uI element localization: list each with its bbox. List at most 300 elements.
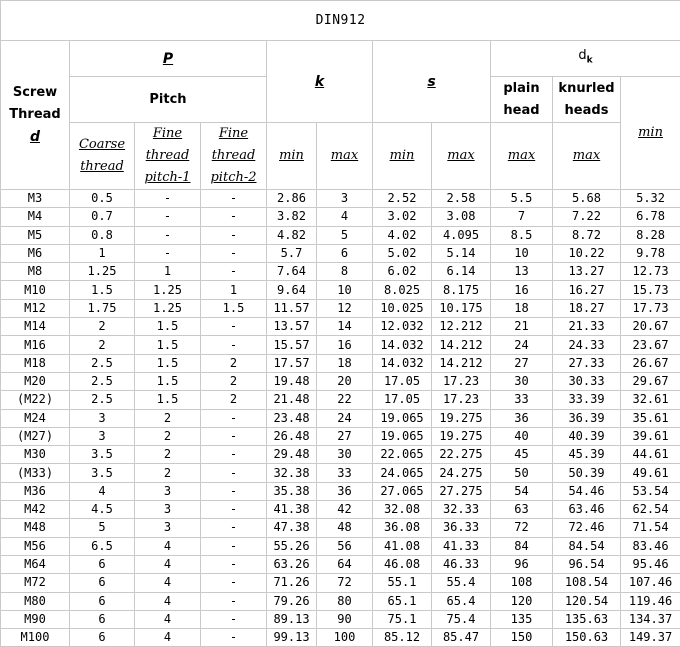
fine2-line3: pitch-2 — [210, 170, 256, 185]
cell-dk-knurled-max: 33.39 — [553, 391, 621, 409]
cell-dk-plain-max: 33 — [491, 391, 553, 409]
cell-dk-plain-max: 50 — [491, 464, 553, 482]
cell-dk-min: 6.78 — [621, 208, 680, 226]
cell-k-min: 21.48 — [267, 391, 317, 409]
cell-k-min: 99.13 — [267, 629, 317, 647]
knurled-heads-line1: knurled — [558, 81, 614, 96]
cell-s-min: 3.02 — [373, 208, 432, 226]
cell-coarse: 6.5 — [70, 537, 135, 555]
cell-thread: M3 — [1, 190, 70, 208]
cell-fine1: 1.5 — [135, 372, 201, 390]
cell-dk-knurled-max: 120.54 — [553, 592, 621, 610]
cell-fine1: - — [135, 244, 201, 262]
cell-fine2: - — [201, 610, 267, 628]
cell-dk-min: 71.54 — [621, 519, 680, 537]
table-row — [1, 244, 680, 262]
cell-k-min: 79.26 — [267, 592, 317, 610]
table-row — [1, 226, 680, 244]
table-row — [1, 208, 680, 226]
cell-dk-plain-max: 40 — [491, 427, 553, 445]
cell-dk-plain-max: 72 — [491, 519, 553, 537]
cell-dk-plain-max: 13 — [491, 263, 553, 281]
k-max-header: max — [317, 123, 373, 190]
cell-s-max: 85.47 — [432, 629, 491, 647]
cell-s-max: 24.275 — [432, 464, 491, 482]
cell-dk-plain-max: 18 — [491, 299, 553, 317]
cell-s-max: 5.14 — [432, 244, 491, 262]
cell-s-max: 46.33 — [432, 555, 491, 573]
dk-min-header: min — [621, 77, 680, 190]
plain-head-line1: plain — [503, 81, 539, 96]
cell-fine1: 1.25 — [135, 281, 201, 299]
table-row — [1, 372, 680, 390]
cell-k-min: 7.64 — [267, 263, 317, 281]
cell-k-min: 4.82 — [267, 226, 317, 244]
cell-thread: M64 — [1, 555, 70, 573]
cell-k-max: 6 — [317, 244, 373, 262]
fine1-line1: Fine — [153, 126, 182, 141]
cell-dk-plain-max: 45 — [491, 446, 553, 464]
cell-dk-min: 8.28 — [621, 226, 680, 244]
cell-dk-plain-max: 7 — [491, 208, 553, 226]
cell-dk-plain-max: 63 — [491, 501, 553, 519]
cell-fine2: 2 — [201, 391, 267, 409]
fine1-line2: thread — [146, 148, 190, 163]
fine-thread-pitch-2-header — [201, 123, 267, 190]
cell-s-min: 4.02 — [373, 226, 432, 244]
cell-coarse: 4 — [70, 482, 135, 500]
table-row — [1, 519, 680, 537]
cell-s-max: 65.4 — [432, 592, 491, 610]
cell-s-min: 41.08 — [373, 537, 432, 555]
cell-k-max: 48 — [317, 519, 373, 537]
cell-s-min: 55.1 — [373, 574, 432, 592]
cell-s-max: 6.14 — [432, 263, 491, 281]
table-row — [1, 336, 680, 354]
table-row — [1, 537, 680, 555]
cell-dk-min: 119.46 — [621, 592, 680, 610]
cell-k-min: 19.48 — [267, 372, 317, 390]
table-row — [1, 464, 680, 482]
cell-k-max: 4 — [317, 208, 373, 226]
cell-s-max: 27.275 — [432, 482, 491, 500]
cell-k-max: 16 — [317, 336, 373, 354]
cell-dk-min: 95.46 — [621, 555, 680, 573]
cell-fine2: - — [201, 574, 267, 592]
cell-fine2: 2 — [201, 354, 267, 372]
cell-fine2: - — [201, 464, 267, 482]
cell-fine1: - — [135, 208, 201, 226]
cell-s-min: 19.065 — [373, 409, 432, 427]
cell-s-min: 85.12 — [373, 629, 432, 647]
cell-fine2: 1.5 — [201, 299, 267, 317]
cell-thread: M30 — [1, 446, 70, 464]
cell-k-max: 30 — [317, 446, 373, 464]
cell-coarse: 2.5 — [70, 372, 135, 390]
cell-dk-min: 83.46 — [621, 537, 680, 555]
cell-k-max: 14 — [317, 318, 373, 336]
cell-k-max: 18 — [317, 354, 373, 372]
cell-s-max: 36.33 — [432, 519, 491, 537]
cell-coarse: 3.5 — [70, 464, 135, 482]
cell-s-min: 14.032 — [373, 354, 432, 372]
pitch-header: Pitch — [70, 77, 267, 123]
table-row — [1, 354, 680, 372]
cell-thread: M80 — [1, 592, 70, 610]
cell-s-max: 17.23 — [432, 391, 491, 409]
cell-dk-plain-max: 5.5 — [491, 190, 553, 208]
cell-s-min: 5.02 — [373, 244, 432, 262]
cell-k-min: 11.57 — [267, 299, 317, 317]
cell-thread: M8 — [1, 263, 70, 281]
cell-k-max: 12 — [317, 299, 373, 317]
cell-k-min: 23.48 — [267, 409, 317, 427]
cell-s-min: 2.52 — [373, 190, 432, 208]
screw-thread-symbol: d — [30, 129, 40, 145]
cell-s-min: 17.05 — [373, 372, 432, 390]
table-row — [1, 391, 680, 409]
s-min-header: min — [373, 123, 432, 190]
cell-dk-knurled-max: 63.46 — [553, 501, 621, 519]
cell-fine1: 2 — [135, 427, 201, 445]
cell-dk-knurled-max: 72.46 — [553, 519, 621, 537]
cell-s-max: 17.23 — [432, 372, 491, 390]
cell-k-min: 5.7 — [267, 244, 317, 262]
cell-fine2: - — [201, 446, 267, 464]
cell-dk-min: 5.32 — [621, 190, 680, 208]
fine-thread-pitch-1-header — [135, 123, 201, 190]
cell-coarse: 0.5 — [70, 190, 135, 208]
header-row-1 — [1, 41, 680, 77]
cell-s-min: 32.08 — [373, 501, 432, 519]
cell-s-max: 10.175 — [432, 299, 491, 317]
cell-fine2: - — [201, 409, 267, 427]
cell-dk-min: 29.67 — [621, 372, 680, 390]
cell-k-min: 41.38 — [267, 501, 317, 519]
cell-s-max: 4.095 — [432, 226, 491, 244]
cell-fine1: 1.25 — [135, 299, 201, 317]
cell-s-max: 19.275 — [432, 427, 491, 445]
cell-s-min: 36.08 — [373, 519, 432, 537]
table-row — [1, 190, 680, 208]
cell-dk-plain-max: 24 — [491, 336, 553, 354]
cell-thread: M20 — [1, 372, 70, 390]
cell-fine2: - — [201, 501, 267, 519]
cell-k-min: 29.48 — [267, 446, 317, 464]
cell-s-min: 6.02 — [373, 263, 432, 281]
cell-dk-knurled-max: 135.63 — [553, 610, 621, 628]
cell-fine1: 4 — [135, 537, 201, 555]
cell-k-min: 15.57 — [267, 336, 317, 354]
cell-dk-plain-max: 27 — [491, 354, 553, 372]
cell-k-min: 17.57 — [267, 354, 317, 372]
dk-subscript: k — [587, 56, 593, 66]
cell-fine2: - — [201, 537, 267, 555]
cell-coarse: 0.7 — [70, 208, 135, 226]
k-min-header: min — [267, 123, 317, 190]
cell-dk-knurled-max: 13.27 — [553, 263, 621, 281]
cell-dk-plain-max: 150 — [491, 629, 553, 647]
cell-k-min: 26.48 — [267, 427, 317, 445]
cell-dk-knurled-max: 5.68 — [553, 190, 621, 208]
cell-dk-knurled-max: 8.72 — [553, 226, 621, 244]
cell-s-max: 2.58 — [432, 190, 491, 208]
cell-thread: M36 — [1, 482, 70, 500]
cell-coarse: 3 — [70, 409, 135, 427]
cell-coarse: 5 — [70, 519, 135, 537]
knurled-heads-line2: heads — [565, 103, 609, 118]
cell-dk-knurled-max: 21.33 — [553, 318, 621, 336]
cell-s-min: 8.025 — [373, 281, 432, 299]
cell-s-min: 65.1 — [373, 592, 432, 610]
cell-s-max: 8.175 — [432, 281, 491, 299]
cell-thread: M14 — [1, 318, 70, 336]
cell-fine2: - — [201, 592, 267, 610]
cell-s-min: 27.065 — [373, 482, 432, 500]
cell-fine2: - — [201, 190, 267, 208]
cell-thread: M10 — [1, 281, 70, 299]
cell-s-max: 14.212 — [432, 354, 491, 372]
cell-k-min: 3.82 — [267, 208, 317, 226]
cell-fine1: - — [135, 226, 201, 244]
cell-dk-min: 49.61 — [621, 464, 680, 482]
cell-thread: M24 — [1, 409, 70, 427]
cell-fine2: - — [201, 208, 267, 226]
cell-coarse: 1.75 — [70, 299, 135, 317]
cell-s-min: 14.032 — [373, 336, 432, 354]
cell-fine2: - — [201, 263, 267, 281]
cell-dk-min: 53.54 — [621, 482, 680, 500]
table-row — [1, 409, 680, 427]
cell-dk-knurled-max: 150.63 — [553, 629, 621, 647]
table-row — [1, 610, 680, 628]
table-row — [1, 629, 680, 647]
cell-dk-plain-max: 120 — [491, 592, 553, 610]
dk-knurled-max-header: max — [553, 123, 621, 190]
cell-dk-min: 17.73 — [621, 299, 680, 317]
cell-fine2: - — [201, 555, 267, 573]
table-row — [1, 427, 680, 445]
knurled-heads-header — [553, 77, 621, 123]
cell-dk-knurled-max: 54.46 — [553, 482, 621, 500]
cell-k-min: 55.26 — [267, 537, 317, 555]
cell-dk-knurled-max: 84.54 — [553, 537, 621, 555]
cell-k-min: 47.38 — [267, 519, 317, 537]
cell-dk-knurled-max: 108.54 — [553, 574, 621, 592]
table-row — [1, 592, 680, 610]
fine2-line2: thread — [212, 148, 256, 163]
cell-k-max: 64 — [317, 555, 373, 573]
cell-k-min: 63.26 — [267, 555, 317, 573]
cell-coarse: 1.5 — [70, 281, 135, 299]
cell-coarse: 3.5 — [70, 446, 135, 464]
cell-coarse: 2.5 — [70, 354, 135, 372]
cell-fine1: 4 — [135, 610, 201, 628]
s-max-header: max — [432, 123, 491, 190]
cell-k-max: 5 — [317, 226, 373, 244]
coarse-line2: thread — [80, 159, 124, 174]
cell-thread: M5 — [1, 226, 70, 244]
cell-coarse: 6 — [70, 610, 135, 628]
cell-coarse: 4.5 — [70, 501, 135, 519]
cell-s-min: 17.05 — [373, 391, 432, 409]
cell-coarse: 1.25 — [70, 263, 135, 281]
cell-coarse: 6 — [70, 629, 135, 647]
cell-coarse: 6 — [70, 574, 135, 592]
fine1-line3: pitch-1 — [144, 170, 190, 185]
table-row — [1, 263, 680, 281]
cell-k-max: 80 — [317, 592, 373, 610]
s-symbol-header: s — [373, 41, 491, 123]
cell-thread: (M27) — [1, 427, 70, 445]
cell-k-min: 89.13 — [267, 610, 317, 628]
cell-fine2: - — [201, 482, 267, 500]
screw-thread-line1: Screw — [13, 85, 57, 100]
cell-fine2: - — [201, 629, 267, 647]
cell-fine2: 2 — [201, 372, 267, 390]
cell-k-min: 71.26 — [267, 574, 317, 592]
plain-head-header — [491, 77, 553, 123]
screw-thread-header — [1, 41, 70, 190]
table-row — [1, 501, 680, 519]
k-symbol-header: k — [267, 41, 373, 123]
table-title: DIN912 — [1, 1, 680, 41]
cell-dk-knurled-max: 30.33 — [553, 372, 621, 390]
cell-fine1: 4 — [135, 592, 201, 610]
cell-k-max: 100 — [317, 629, 373, 647]
cell-dk-min: 107.46 — [621, 574, 680, 592]
cell-k-max: 20 — [317, 372, 373, 390]
table-row — [1, 482, 680, 500]
cell-dk-knurled-max: 18.27 — [553, 299, 621, 317]
cell-fine2: - — [201, 519, 267, 537]
cell-fine1: 1 — [135, 263, 201, 281]
cell-fine2: - — [201, 427, 267, 445]
cell-coarse: 2.5 — [70, 391, 135, 409]
cell-fine1: 2 — [135, 409, 201, 427]
cell-dk-knurled-max: 16.27 — [553, 281, 621, 299]
cell-s-max: 55.4 — [432, 574, 491, 592]
cell-fine1: 2 — [135, 446, 201, 464]
cell-dk-knurled-max: 7.22 — [553, 208, 621, 226]
cell-thread: M90 — [1, 610, 70, 628]
table-row — [1, 555, 680, 573]
table-row — [1, 574, 680, 592]
cell-fine2: - — [201, 318, 267, 336]
p-symbol-header: P — [70, 41, 267, 77]
cell-dk-plain-max: 84 — [491, 537, 553, 555]
cell-thread: M56 — [1, 537, 70, 555]
cell-coarse: 1 — [70, 244, 135, 262]
cell-dk-knurled-max: 45.39 — [553, 446, 621, 464]
cell-k-max: 90 — [317, 610, 373, 628]
cell-dk-min: 15.73 — [621, 281, 680, 299]
table-row — [1, 446, 680, 464]
coarse-thread-header — [70, 123, 135, 190]
dk-plain-max-header: max — [491, 123, 553, 190]
cell-k-max: 8 — [317, 263, 373, 281]
cell-k-min: 35.38 — [267, 482, 317, 500]
cell-fine2: - — [201, 336, 267, 354]
coarse-line1: Coarse — [79, 137, 125, 152]
fine2-line1: Fine — [219, 126, 248, 141]
cell-s-max: 41.33 — [432, 537, 491, 555]
cell-thread: M100 — [1, 629, 70, 647]
cell-dk-knurled-max: 24.33 — [553, 336, 621, 354]
cell-fine1: 4 — [135, 629, 201, 647]
cell-s-max: 22.275 — [432, 446, 491, 464]
table-row — [1, 281, 680, 299]
cell-fine1: - — [135, 190, 201, 208]
cell-k-max: 10 — [317, 281, 373, 299]
cell-dk-plain-max: 36 — [491, 409, 553, 427]
cell-coarse: 0.8 — [70, 226, 135, 244]
cell-dk-min: 20.67 — [621, 318, 680, 336]
cell-k-max: 27 — [317, 427, 373, 445]
cell-k-max: 56 — [317, 537, 373, 555]
cell-s-max: 12.212 — [432, 318, 491, 336]
cell-s-min: 12.032 — [373, 318, 432, 336]
cell-thread: M4 — [1, 208, 70, 226]
cell-fine2: - — [201, 226, 267, 244]
cell-s-min: 22.065 — [373, 446, 432, 464]
cell-dk-knurled-max: 36.39 — [553, 409, 621, 427]
cell-dk-plain-max: 135 — [491, 610, 553, 628]
cell-dk-plain-max: 54 — [491, 482, 553, 500]
cell-fine2: 1 — [201, 281, 267, 299]
dk-symbol-header — [491, 41, 680, 77]
cell-k-min: 9.64 — [267, 281, 317, 299]
cell-dk-plain-max: 30 — [491, 372, 553, 390]
cell-k-min: 13.57 — [267, 318, 317, 336]
cell-dk-plain-max: 96 — [491, 555, 553, 573]
cell-k-max: 33 — [317, 464, 373, 482]
cell-dk-min: 44.61 — [621, 446, 680, 464]
cell-s-max: 3.08 — [432, 208, 491, 226]
cell-thread: M72 — [1, 574, 70, 592]
cell-k-max: 22 — [317, 391, 373, 409]
cell-dk-min: 35.61 — [621, 409, 680, 427]
cell-dk-plain-max: 8.5 — [491, 226, 553, 244]
cell-k-max: 3 — [317, 190, 373, 208]
cell-dk-knurled-max: 27.33 — [553, 354, 621, 372]
cell-coarse: 6 — [70, 592, 135, 610]
cell-dk-min: 12.73 — [621, 263, 680, 281]
cell-fine1: 1.5 — [135, 318, 201, 336]
plain-head-line2: head — [503, 103, 539, 118]
cell-k-min: 32.38 — [267, 464, 317, 482]
table-row — [1, 299, 680, 317]
cell-s-min: 75.1 — [373, 610, 432, 628]
cell-s-min: 19.065 — [373, 427, 432, 445]
table-row — [1, 318, 680, 336]
title-row — [1, 1, 680, 41]
cell-fine1: 2 — [135, 464, 201, 482]
dk-symbol: d — [578, 48, 586, 63]
header-row-3 — [1, 123, 680, 190]
cell-k-max: 42 — [317, 501, 373, 519]
cell-fine1: 3 — [135, 482, 201, 500]
cell-coarse: 3 — [70, 427, 135, 445]
cell-fine1: 3 — [135, 519, 201, 537]
cell-dk-knurled-max: 50.39 — [553, 464, 621, 482]
cell-fine1: 4 — [135, 555, 201, 573]
screw-thread-line2: Thread — [9, 107, 60, 122]
cell-k-min: 2.86 — [267, 190, 317, 208]
cell-dk-min: 32.61 — [621, 391, 680, 409]
cell-fine1: 1.5 — [135, 354, 201, 372]
cell-s-max: 32.33 — [432, 501, 491, 519]
